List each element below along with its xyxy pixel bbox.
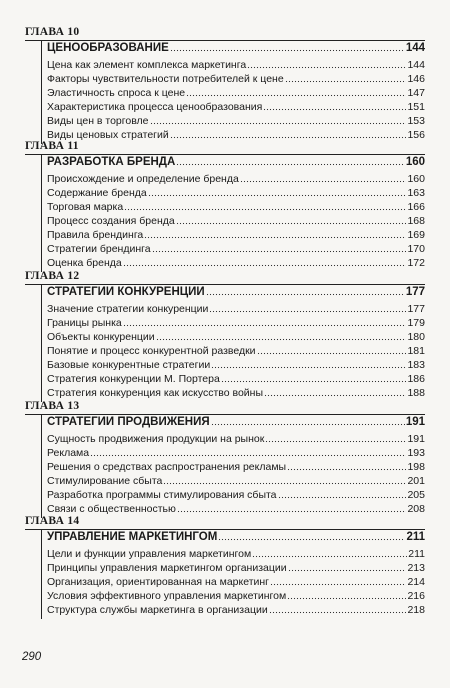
leader-dots (211, 366, 406, 369)
chapter-label: ГЛАВА 13 (25, 400, 80, 412)
toc-entry (47, 576, 425, 589)
entry-page: 211 (408, 548, 425, 560)
toc-entry (47, 115, 425, 128)
entry-text: Виды ценовых стратегий (47, 129, 169, 141)
entry-page: 156 (407, 129, 425, 141)
entry-text: Стимулирование сбыта (47, 475, 163, 487)
leader-dots (263, 108, 406, 111)
toc-entry (47, 187, 425, 200)
leader-dots (240, 180, 407, 183)
leader-dots (148, 194, 407, 197)
entry-text: Торговая марка (47, 201, 124, 213)
entry-page: 181 (407, 345, 425, 357)
leader-dots (90, 454, 406, 457)
entry-page: 172 (407, 257, 425, 269)
leader-dots (285, 80, 407, 83)
toc-entry (47, 73, 425, 86)
leader-dots (270, 583, 406, 586)
chapter-vertical-rule (41, 529, 42, 619)
entry-text: Содержание бренда (47, 187, 147, 199)
leader-dots (264, 394, 406, 397)
entry-text: Решения о средствах распространения рекламы (47, 461, 287, 473)
toc-entry (47, 87, 425, 100)
entry-page: 146 (407, 73, 425, 85)
chapter-title (47, 530, 425, 544)
leader-dots (209, 310, 406, 313)
entry-page: 213 (407, 562, 425, 574)
entry-page: 153 (407, 115, 425, 127)
leader-dots (176, 222, 407, 225)
toc-entry (47, 215, 425, 228)
entry-text: Оценка бренда (47, 257, 122, 269)
chapter-title-page: 211 (406, 531, 425, 543)
leader-dots (206, 293, 405, 296)
entry-page: 214 (407, 576, 425, 588)
toc-entry (47, 173, 425, 186)
toc-entry (47, 604, 425, 617)
chapter-title-page: 160 (405, 156, 425, 168)
chapter-title (47, 41, 425, 55)
entry-text: Цели и функции управления маркетингом (47, 548, 252, 560)
leader-dots (211, 423, 405, 426)
toc-entry (47, 373, 425, 386)
toc-entry (47, 201, 425, 214)
entry-page: 208 (407, 503, 425, 515)
leader-dots (278, 496, 407, 499)
entry-text: Реклама (47, 447, 90, 459)
entry-text: Цена как элемент комплекса маркетинга (47, 59, 247, 71)
entry-text: Базовые конкурентные стратегии (47, 359, 211, 371)
toc-entry (47, 331, 425, 344)
entry-text: Организация, ориентированная на маркетинг (47, 576, 269, 588)
entry-text: Стратегия конкуренция как искусство войны (47, 387, 263, 399)
toc-entry (47, 447, 425, 460)
entry-text: Стратегии брендинга (47, 243, 151, 255)
toc-entry (47, 590, 425, 603)
toc-entry (47, 387, 425, 400)
leader-dots (287, 468, 406, 471)
leader-dots (176, 163, 405, 166)
leader-dots (252, 555, 407, 558)
entry-page: 193 (407, 447, 425, 459)
entry-text: Эластичность спроса к цене (47, 87, 186, 99)
chapter-title-page: 177 (405, 286, 425, 298)
leader-dots (218, 538, 405, 541)
leader-dots (170, 136, 407, 139)
chapter-title-text: РАЗРАБОТКА БРЕНДА (47, 156, 176, 168)
leader-dots (123, 264, 407, 267)
chapter-label: ГЛАВА 10 (25, 26, 80, 38)
toc-entry (47, 475, 425, 488)
chapter-title-text: УПРАВЛЕНИЕ МАРКЕТИНГОМ (47, 531, 218, 543)
chapter-title (47, 415, 425, 429)
toc-entry (47, 303, 425, 316)
toc-entry (47, 359, 425, 372)
toc-entry (47, 345, 425, 358)
entry-text: Характеристика процесса ценообразования (47, 101, 263, 113)
leader-dots (177, 510, 407, 513)
entry-text: Правила брендинга (47, 229, 144, 241)
chapter-vertical-rule (41, 284, 42, 402)
toc-entry (47, 229, 425, 242)
leader-dots (152, 250, 407, 253)
toc-entry (47, 257, 425, 270)
leader-dots (156, 338, 407, 341)
entry-page: 218 (407, 604, 425, 616)
entry-text: Виды цен в торговле (47, 115, 149, 127)
entry-page: 177 (407, 303, 425, 315)
toc-entry (47, 489, 425, 502)
entry-page: 168 (407, 215, 425, 227)
leader-dots (288, 569, 407, 572)
chapter-title-page: 144 (405, 42, 425, 54)
entry-text: Значение стратегии конкуренции (47, 303, 209, 315)
entry-page: 191 (407, 433, 425, 445)
chapter-title-text: СТРАТЕГИИ ПРОДВИЖЕНИЯ (47, 416, 210, 428)
entry-page: 201 (407, 475, 425, 487)
entry-page: 166 (407, 201, 425, 213)
chapter-title-page: 191 (405, 416, 425, 428)
toc-entry (47, 317, 425, 330)
entry-page: 160 (407, 173, 425, 185)
leader-dots (150, 122, 407, 125)
toc-entry (47, 461, 425, 474)
chapter-title (47, 155, 425, 169)
entry-page: 147 (407, 87, 425, 99)
entry-text: Понятие и процесс конкурентной разведки (47, 345, 256, 357)
chapter-vertical-rule (41, 154, 42, 272)
leader-dots (124, 208, 406, 211)
leader-dots (186, 94, 406, 97)
leader-dots (287, 597, 406, 600)
chapter-title-text: ЦЕНООБРАЗОВАНИЕ (47, 42, 169, 54)
chapter-title-text: СТРАТЕГИИ КОНКУРЕНЦИИ (47, 286, 205, 298)
entry-page: 169 (407, 229, 425, 241)
chapter-vertical-rule (41, 40, 42, 144)
leader-dots (247, 66, 406, 69)
entry-text: Факторы чувствительности потребителей к цене (47, 73, 284, 85)
page-number: 290 (22, 651, 42, 663)
leader-dots (257, 352, 407, 355)
entry-page: 216 (407, 590, 425, 602)
chapter-label: ГЛАВА 12 (25, 270, 80, 282)
leader-dots (170, 49, 405, 52)
entry-text: Процесс создания бренда (47, 215, 175, 227)
toc-entry (47, 433, 425, 446)
toc-entry (47, 562, 425, 575)
entry-text: Сущность продвижения продукции на рынок (47, 433, 265, 445)
entry-page: 186 (407, 373, 425, 385)
entry-text: Стратегия конкуренции М. Портера (47, 373, 220, 385)
entry-text: Происхождение и определение бренда (47, 173, 239, 185)
entry-page: 198 (407, 461, 425, 473)
entry-page: 144 (407, 59, 425, 71)
toc-entry (47, 129, 425, 142)
entry-text: Объекты конкуренции (47, 331, 155, 343)
entry-text: Условия эффективного управления маркетингом (47, 590, 287, 602)
entry-page: 188 (407, 387, 425, 399)
leader-dots (269, 611, 407, 614)
entry-page: 183 (407, 359, 425, 371)
chapter-label: ГЛАВА 11 (25, 140, 79, 152)
toc-entry (47, 59, 425, 72)
leader-dots (221, 380, 407, 383)
entry-text: Связи с общественностью (47, 503, 176, 515)
toc-entry (47, 503, 425, 516)
entry-page: 180 (407, 331, 425, 343)
toc-entry (47, 548, 425, 561)
chapter-label: ГЛАВА 14 (25, 515, 80, 527)
toc-entry (47, 243, 425, 256)
entry-text: Принципы управления маркетингом организации (47, 562, 287, 574)
chapter-title (47, 285, 425, 299)
entry-page: 163 (407, 187, 425, 199)
entry-page: 170 (407, 243, 425, 255)
toc-entry (47, 101, 425, 114)
leader-dots (265, 440, 406, 443)
entry-page: 151 (407, 101, 425, 113)
chapter-vertical-rule (41, 414, 42, 518)
leader-dots (123, 324, 407, 327)
leader-dots (163, 482, 406, 485)
entry-text: Границы рынка (47, 317, 122, 329)
entry-page: 205 (407, 489, 425, 501)
leader-dots (144, 236, 406, 239)
entry-text: Разработка программы стимулирования сбыта (47, 489, 277, 501)
entry-page: 179 (407, 317, 425, 329)
entry-text: Структура службы маркетинга в организации (47, 604, 268, 616)
